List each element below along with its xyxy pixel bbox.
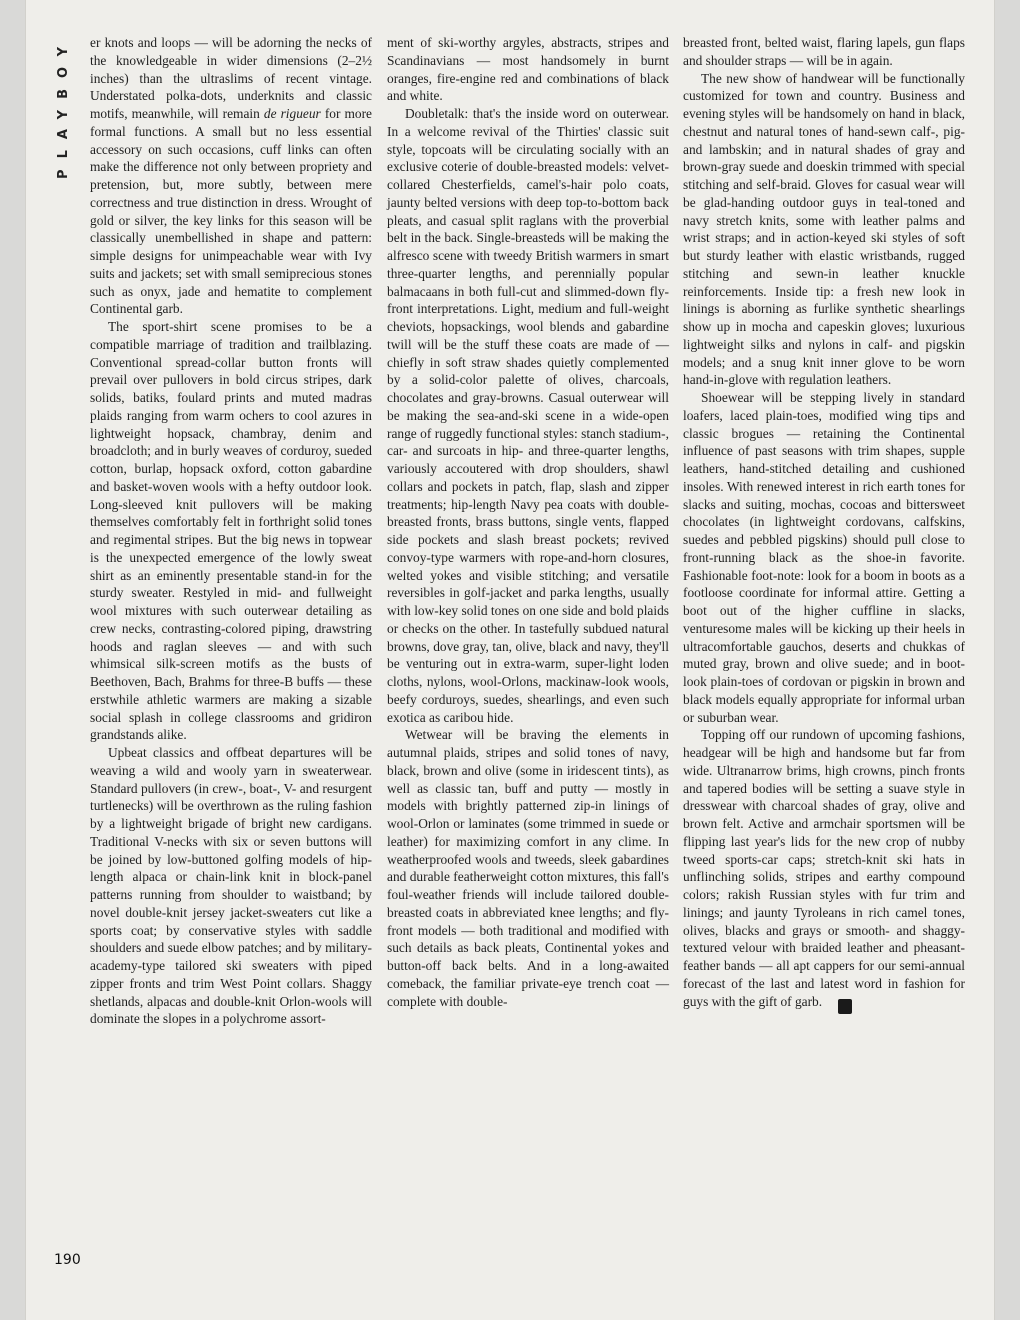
paragraph: Wetwear will be braving the elements in autumnal plaids, stripes and solid tones of navy, black, brown and olive (some in iridescent tints), as well as classic tan, buff and putty — mostly in models with brightly patterned zip-in linings of wool-Orlon or laminates (some trimmed in suede or leather) for maximizing comfort in any clime. In weatherproofed wools and tweeds, sleek gabardines and durable featherweight cotton mixtures, this fall's foul-weather friends will include tailored double-breasted coats in abbreviated knee lengths; and fly-front models — both traditional and modified with such details as back pleats, Continental yokes and button-off back belts. And in a long-awaited comeback, the familiar private-eye trench coat — complete with double- [387, 727, 669, 1009]
text-column-3 [683, 34, 965, 1014]
paragraph: er knots and loops — will be adorning the necks of the knowledgeable in wider dimensions (2–2½ inches) than the ultraslims of recent vintage. Understated polka-dots, underknits and classic motifs, meanwhile, will remain de rigueur for more formal functions. A small but no less essential accessory on such occasions, cuff links can often make the difference not only between propriety and pretension, but, more subtly, between mere correctness and true distinction in dress. Wrought of gold or silver, the key links for this season will be classically unembellished in shape and pattern: simple designs for unimpeachable wear with Ivy suits and jackets; set with small semiprecious stones such as onyx, jade and hematite to complement Continental garb. [90, 35, 372, 317]
paragraph: breasted front, belted waist, flaring lapels, gun flaps and shoulder straps — will be in again. [683, 35, 965, 68]
paragraph: Shoewear will be stepping lively in standard loafers, laced plain-toes, modified wing tips and classic brogues — retaining the Continental influence of past seasons with trim shapes, supple leathers, hand-stitched detailing and cushioned insoles. With renewed interest in rich earth tones for slacks and suiting, mochas, cocoas and bittersweet chocolates (in lightweight cordovans, calfskins, suedes and pebbled pigskins) should pull close to front-running black as the shoe-in favorite. Fashionable foot-note: look for a boom in boots as a footloose coordinate for informal attire. Getting a boot out of the higher cuffline in slacks, venturesome males will be kicking up their heels in ultracomfortable gauchos, deserts and chukkas of muted gray, brown and olive suede; and in boot-look plain-toes of cordovan or pigskin in brown and black models equally appropriate for informal urban or suburban wear. [683, 390, 965, 725]
masthead: PLAYBOY [56, 36, 71, 179]
paragraph: The new show of handwear will be functionally customized for town and country. Business and evening styles will be handsomely on hand in black, chestnut and natural tones of hand-sewn calf-, pig- and lambskin; and in natural shades of gray and brown-gray suede and doeskin trimmed with special stitching and self-braid. Gloves for casual wear will be glad-handing outdoor guys in teal-toned and navy stretch knits, some with leather palms and wrist straps; and in action-keyed ski styles of soft but sturdy leather with elastic wristbands, rugged stitching and sewn-in leather knuckle reinforcements. Inside tip: a fresh new look in linings is aborning as furlike synthetic shearlings show up in mocha and capeskin gloves; luxurious lightweight silks and nylons in calf- and pigskin models; and a snug knit inner glove to be worn hand-in-glove with regulation leathers. [683, 70, 965, 388]
paragraph: Doubletalk: that's the inside word on outerwear. In a welcome revival of the Thirties' classic suit style, topcoats will be circulating socially with an exclusive coterie of double-breasted models: velvet-collared Chesterfields, camel's-hair polo coats, jaunty belted versions with deep top-to-bottom back pleats, and casual split raglans with the proverbial belt in the back. Single-breasteds will be making the alfresco scene with tweedy British warmers in smart three-quarter lengths, and perennially popular balmacaans in both full-cut and slimmed-down fly-front interpretations. Light, medium and full-weight cheviots, hopsackings, wool blends and gabardine twill will be the stuff these coats are made of — chiefly in soft straw shades quietly complemented by a solid-color palette of olives, charcoals, chocolates and gray-browns. Casual outerwear will be making the sea-and-ski scene in a wide-open range of ruggedly functional styles: stanch stadium-, car- and surcoats in hip- and three-quarter lengths, variously accoutered with drop shoulders, shawl collars and pockets in patch, flap, slash and zipper treatments; hip-length Navy pea coats with double-breasted fronts, brass buttons, single vents, flapped side pockets and slash breast pockets; revived convoy-type warmers with rope-and-horn closures, welted yokes and visible stitching; and versatile reversibles in golf-jacket and parka lengths, usually with low-key solid tones on one side and bold plaids or checks on the other. In tastefully subdued natural browns, dove gray, tan, olive, black and navy, they'll be venturing out in extra-warm, super-light loden cloths, nylons, wool-Orlons, mackinaw-look wools, beefy corduroys, suedes, shearlings, and even such exotica as caribou hide. [387, 106, 669, 725]
italic-phrase: de rigueur [263, 106, 321, 121]
text-column-1 [90, 34, 372, 1028]
rabbit-head-icon: ♠ [838, 999, 852, 1014]
paragraph: Topping off our rundown of upcoming fashions, headgear will be high and handsome but far from wide. Ultranarrow brims, high crowns, pinch fronts and tapered bodies will be setting a suave style in dresswear with charcoal shades of gray, olive and brown felt. Active and armchair sportsmen will be flipping last year's lids for the new crop of nubby tweed sports-car caps; stretch-knit ski hats in unflinching solids, stripes and earthy compound colors; rakish Russian styles with fur trim and linings; and jaunty Tyroleans in rich camel tones, olives, blacks and grays or smooth- and shaggy-textured velour with braided leather and pheasant-feather bands — all apt cappers for our semi-annual forecast of the last and latest word in fashion for guys with the gift of garb. ♠ [683, 726, 965, 1013]
page-number: 190 [54, 1252, 81, 1268]
text-column-2 [387, 34, 669, 1010]
paragraph: ment of ski-worthy argyles, abstracts, stripes and Scandinavians — most handsomely in burnt oranges, fire-engine red and combinations of black and white. [387, 35, 669, 104]
magazine-page [26, 0, 994, 1320]
paragraph: The sport-shirt scene promises to be a compatible marriage of tradition and trailblazing. Conventional spread-collar button fronts will prevail over pullovers in bold circus stripes, dark solids, batiks, foulard prints and muted madras plaids ranging from warm ochers to cool azures in lightweight hopsack, chambray, denim and broadcloth; and in burly weaves of corduroy, sueded cotton, burlap, hopsack oxford, cotton gabardine and basket-woven wools with a hefty outdoor look. Long-sleeved knit pullovers will be making themselves comfortably felt in forthright solid tones and regimental stripes. But the big news in topwear is the unexpected emergence of the lowly sweat shirt as an eminently presentable stand-in for the sturdy sweater. Restyled in mid- and fullweight wool mixtures with such outerwear detailing as crew necks, contrasting-colored piping, drawstring hoods and raglan sleeves — and with such whimsical silk-screen motifs as the busts of Beethoven, Bach, Brahms for three-B buffs — these erstwhile athletic warmers are making a sizable social splash in college classrooms and gridiron grandstands alike. [90, 319, 372, 743]
paragraph: Upbeat classics and offbeat departures will be weaving a wild and wooly yarn in sweaterwear. Standard pullovers (in crew-, boat-, V- and resurgent turtlenecks) will be overthrown as the ruling fashion by a lightweight brigade of bright new cardigans. Traditional V-necks with six or seven buttons will be joined by low-buttoned golfing models of hip-length alpaca or chain-link knit in block-panel patterns running from shoulder to waistband; by novel double-knit jersey jacket-sweaters cut like a sports coat; by conservative styles with saddle shoulders and suede elbow patches; and by military-academy-type tailored ski sweaters with piped zipper fronts and trim West Point collars. Shaggy shetlands, alpacas and double-knit Orlon-wools will dominate the slopes in a polychrome assort- [90, 745, 372, 1027]
